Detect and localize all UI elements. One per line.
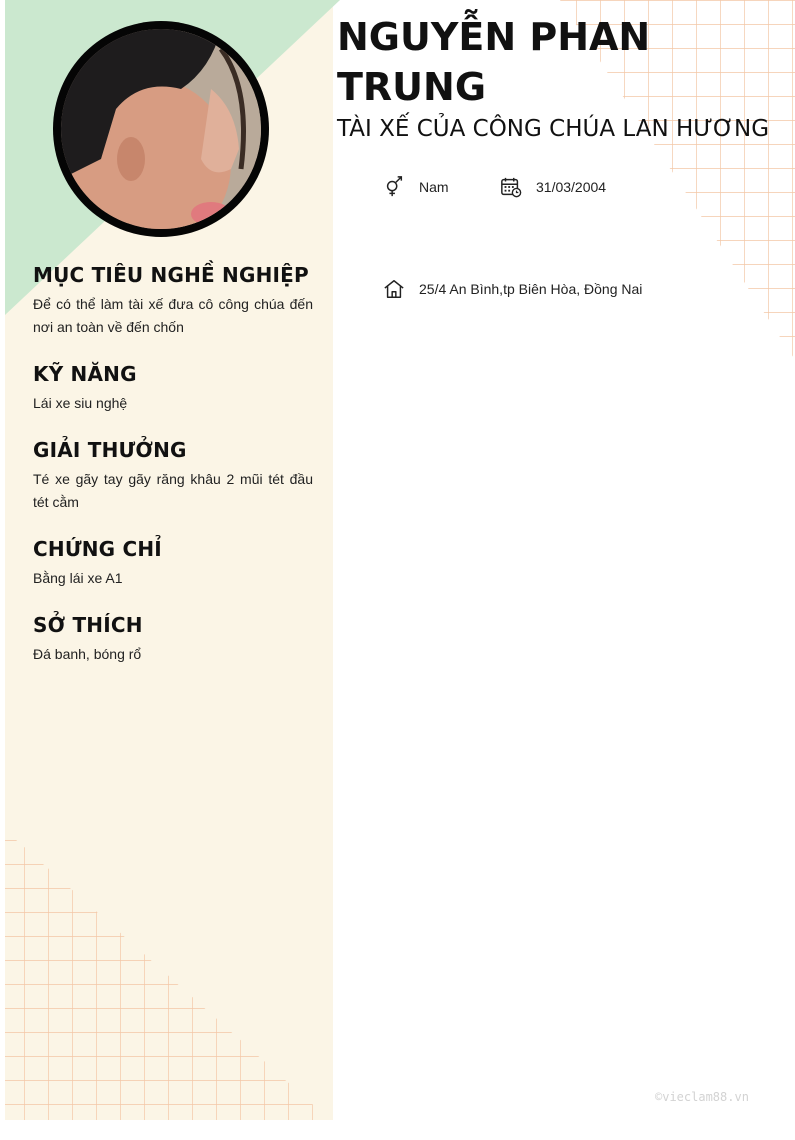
gender-icon xyxy=(383,176,405,198)
home-icon xyxy=(383,278,405,300)
awards-body: Té xe gãy tay gãy răng khâu 2 mũi tét đầu tét cằm xyxy=(33,471,313,510)
calendar-icon xyxy=(500,176,522,198)
birthday-value: 31/03/2004 xyxy=(536,179,607,195)
hobbies-body: Đá banh, bóng rổ xyxy=(33,646,142,662)
objective-section xyxy=(33,263,313,339)
skills-body: Lái xe siu nghệ xyxy=(33,395,128,411)
certificates-title: CHỨNG CHỈ xyxy=(33,537,162,561)
certificates-body: Bằng lái xe A1 xyxy=(33,570,123,586)
watermark: ©vieclam88.vn xyxy=(655,1090,749,1104)
full-name: NGUYỄN PHAN TRUNG xyxy=(337,15,651,109)
objective-body: Để có thể làm tài xế đưa cô công chúa đến nơi an toàn về đến chốn xyxy=(33,296,313,335)
avatar xyxy=(53,21,269,237)
job-title: TÀI XẾ CỦA CÔNG CHÚA LAN HƯƠNG xyxy=(337,116,770,142)
gender-value: Nam xyxy=(419,179,449,195)
hobbies-title: SỞ THÍCH xyxy=(33,613,143,637)
gender-row xyxy=(383,176,449,198)
certificates-section xyxy=(33,537,313,590)
awards-title: GIẢI THƯỞNG xyxy=(33,438,187,462)
skills-section xyxy=(33,362,313,415)
awards-section xyxy=(33,438,313,514)
profile-photo xyxy=(61,29,261,229)
skills-title: KỸ NĂNG xyxy=(33,362,137,386)
birthday-row xyxy=(500,176,606,198)
address-row xyxy=(383,278,642,300)
address-value: 25/4 An Bình,tp Biên Hòa, Đồng Nai xyxy=(419,281,643,297)
hobbies-section xyxy=(33,613,313,666)
objective-title: MỤC TIÊU NGHỀ NGHIỆP xyxy=(33,263,309,287)
